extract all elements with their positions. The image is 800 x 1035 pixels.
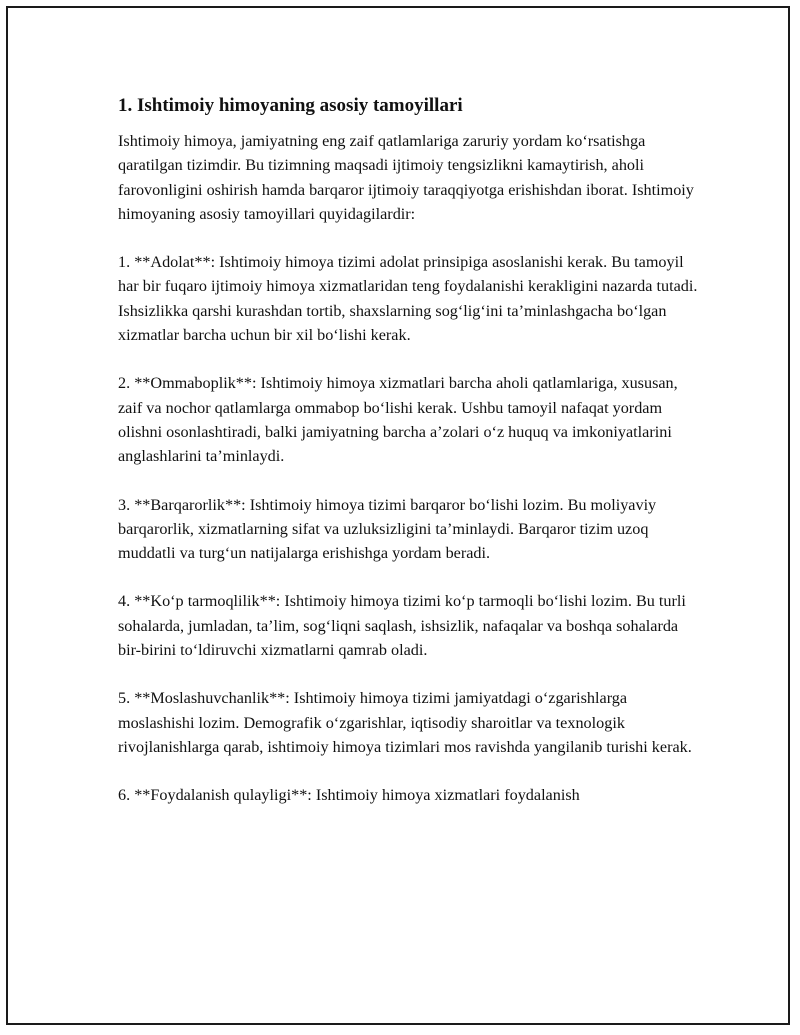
principle-adolat-paragraph: 1. **Adolat**: Ishtimoiy himoya tizimi adolat prinsipiga asoslanishi kerak. Bu tamoyil har bir fuqaro ijtimoiy himoya xizmatlaridan teng foydalanishi kerakligini nazarda tutadi. Ishsizlikka qarshi kurashdan tortib, shaxslarning sog‘lig‘ini ta’minlashgacha bo‘lgan xizmatlar barcha uchun bir xil bo‘lishi kerak. [118, 253, 698, 345]
principle-moslashuvchanlik-paragraph: 5. **Moslashuvchanlik**: Ishtimoiy himoya tizimi jamiyatdagi o‘zgarishlarga moslashishi lozim. Demografik o‘zgarishlar, iqtisodiy sharoitlar va texnologik rivojlanishlarga qarab, ishtimoiy himoya tizimlari mos ravishda yangilanib turishi kerak. [118, 689, 692, 756]
intro-paragraph: Ishtimoiy himoya, jamiyatning eng zaif qatlamlariga zaruriy yordam ko‘rsatishga qaratilgan tizimdir. Bu tizimning maqsadi ijtimoiy tengsizlikni kamaytirish, aholi farovonligini oshirish hamda barqaror ijtimoiy taraqqiyotga erishishdan iborat. Ishtimoiy himoyaning asosiy tamoyillari quyidagilardir: [118, 132, 694, 223]
principle-ommaboplik-paragraph: 2. **Ommaboplik**: Ishtimoiy himoya xizmatlari barcha aholi qatlamlariga, xususan, zaif va nochor qatlamlarga ommabop bo‘lishi kerak. Ushbu tamoyil nafaqat yordam olishni osonlashtiradi, balki jamiyatning barcha a’zolari o‘z huquq va imkoniyatlarini anglashlarini ta’minlaydi. [118, 374, 678, 466]
document-body [118, 93, 698, 832]
principle-kop-tarmoqlilik-paragraph: 4. **Ko‘p tarmoqlilik**: Ishtimoiy himoya tizimi ko‘p tarmoqli bo‘lishi lozim. Bu turli sohalarda, jumladan, ta’lim, sog‘liqni saqlash, ishsizlik, nafaqalar va boshqa sohalarda bir-birini to‘ldiruvchi xizmatlarni qamrab oladi. [118, 592, 686, 660]
principle-barqarorlik-paragraph: 3. **Barqarorlik**: Ishtimoiy himoya tizimi barqaror bo‘lishi lozim. Bu moliyaviy barqarorlik, xizmatlarning sifat va uzluksizligini ta’minlaydi. Barqaror tizim uzoq muddatli va turg‘un natijalarga erishishga yordam beradi. [118, 495, 657, 563]
section-heading: 1. Ishtimoiy himoyaning asosiy tamoyillari [118, 95, 463, 116]
principle-foydalanish-qulayligi-paragraph: 6. **Foydalanish qulayligi**: Ishtimoiy himoya xizmatlari foydalanish [118, 786, 580, 805]
